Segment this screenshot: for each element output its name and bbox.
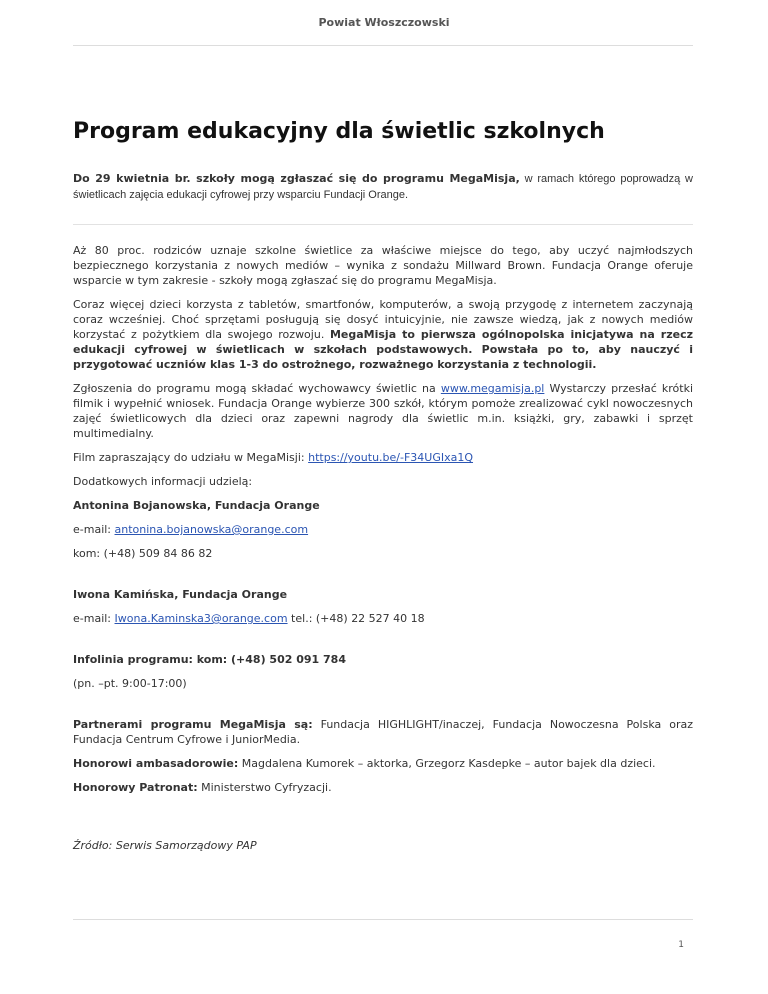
applications-text-before: Zgłoszenia do programu mogą składać wychowawcy świetlic na bbox=[73, 382, 441, 395]
header-divider bbox=[73, 45, 693, 46]
contact1-phone: kom: (+48) 509 84 86 82 bbox=[73, 547, 213, 560]
hotline bbox=[73, 652, 693, 667]
paragraph-megamisja-bold: MegaMisja to pierwsza ogólnopolska inicjatywa na rzecz edukacji cyfrowej w świetlicach w szkołach podstawowych. Powstała po to, aby nauczyć i przygotować uczniów klas 1-3 do ostrożnego, rozważnego korzystania z technologii. bbox=[73, 328, 693, 371]
page-number: 1 bbox=[678, 940, 684, 950]
megamisja-link[interactable]: www.megamisja.pl bbox=[440, 382, 545, 395]
contact1-email-label: e-mail: bbox=[73, 523, 115, 536]
paragraph-megamisja-text: Coraz więcej dzieci korzysta z tabletów, smartfonów, komputerów, a swoją przygodę z internetem zaczynają coraz wcześniej. Choć sprzętami posługują się dosyć intuicyjnie, nie zawsze wiedzą, jak z nowych mediów korzystać z pożytkiem dla swojego rozwoju. bbox=[73, 298, 693, 341]
article bbox=[73, 118, 693, 853]
patron-text: Ministerstwo Cyfryzacji. bbox=[197, 781, 332, 794]
contact2-name-text: Iwona Kamińska, Fundacja Orange bbox=[73, 588, 288, 601]
contact2-email-line bbox=[73, 611, 693, 626]
contact1-email-line bbox=[73, 522, 693, 537]
ambassadors-label: Honorowi ambasadorowie: bbox=[73, 757, 239, 770]
lead-bold: Do 29 kwietnia br. szkoły mogą zgłaszać się do programu MegaMisja, bbox=[73, 172, 520, 185]
spacer bbox=[73, 561, 693, 578]
spacer bbox=[73, 626, 693, 643]
contact2-phone: tel.: (+48) 22 527 40 18 bbox=[287, 612, 425, 625]
footer-divider bbox=[73, 919, 693, 920]
film-label: Film zapraszający do udziału w MegaMisji: bbox=[73, 451, 309, 464]
hotline-text: Infolinia programu: kom: (+48) 502 091 784 bbox=[73, 653, 346, 666]
spacer bbox=[73, 795, 693, 812]
spacer bbox=[73, 812, 693, 829]
patron-label: Honorowy Patronat: bbox=[73, 781, 198, 794]
hotline-hours: (pn. –pt. 9:00-17:00) bbox=[73, 677, 187, 690]
lead-divider bbox=[73, 224, 693, 225]
film-line bbox=[73, 450, 693, 465]
partners-label: Partnerami programu MegaMisja są: bbox=[73, 718, 313, 731]
site-header: Powiat Włoszczowski bbox=[318, 16, 450, 29]
ambassadors bbox=[73, 756, 693, 771]
source-text: Źródło: Serwis Samorządowy PAP bbox=[73, 839, 257, 852]
article-title: Program edukacyjny dla świetlic szkolnych bbox=[73, 119, 605, 144]
contact2-email-label: e-mail: bbox=[73, 612, 115, 625]
film-link[interactable]: https://youtu.be/-F34UGIxa1Q bbox=[308, 451, 474, 464]
info-intro: Dodatkowych informacji udzielą: bbox=[73, 475, 253, 488]
article-lead bbox=[73, 171, 693, 203]
paragraph-megamisja bbox=[73, 297, 693, 372]
contact2-name bbox=[73, 587, 693, 602]
partners-text: Fundacja HIGHLIGHT/inaczej, Fundacja Nowoczesna Polska oraz Fundacja Centrum Cyfrowe i JuniorMedia. bbox=[73, 718, 693, 746]
ambassadors-text: Magdalena Kumorek – aktorka, Grzegorz Kasdepke – autor bajek dla dzieci. bbox=[238, 757, 656, 770]
contact2-email-link[interactable]: Iwona.Kaminska3@orange.com bbox=[114, 612, 288, 625]
paragraph-applications bbox=[73, 381, 693, 441]
lead-rest: w ramach którego poprowadzą w świetlicach zajęcia edukacji cyfrowej przy wsparciu Fundacji Orange. bbox=[73, 173, 693, 201]
contact1-email-link[interactable]: antonina.bojanowska@orange.com bbox=[114, 523, 309, 536]
contact1-name-text: Antonina Bojanowska, Fundacja Orange bbox=[73, 499, 320, 512]
paragraph-survey: Aż 80 proc. rodziców uznaje szkolne świetlice za właściwe miejsce do tego, aby uczyć najmłodszych bezpiecznego korzystania z nowych mediów – wynika z sondażu Millward Brown. Fundacja Orange oferuje wsparcie w tym zakresie - szkoły mogą zgłaszać się do programu MegaMisja. bbox=[73, 244, 693, 287]
patron bbox=[73, 780, 693, 795]
applications-text-after: Wystarczy przesłać krótki filmik i wypełnić wniosek. Fundacja Orange wybierze 300 szkół, którym pomoże zrealizować cykl nowoczesnych zajęć świetlicowych dla dzieci oraz zapewni nagrody dla świetlic m.in. książki, gry, zabawki i sprzęt multimedialny. bbox=[73, 382, 693, 440]
contact1-name bbox=[73, 498, 693, 513]
source bbox=[73, 838, 693, 853]
spacer bbox=[73, 691, 693, 708]
partners bbox=[73, 717, 693, 747]
